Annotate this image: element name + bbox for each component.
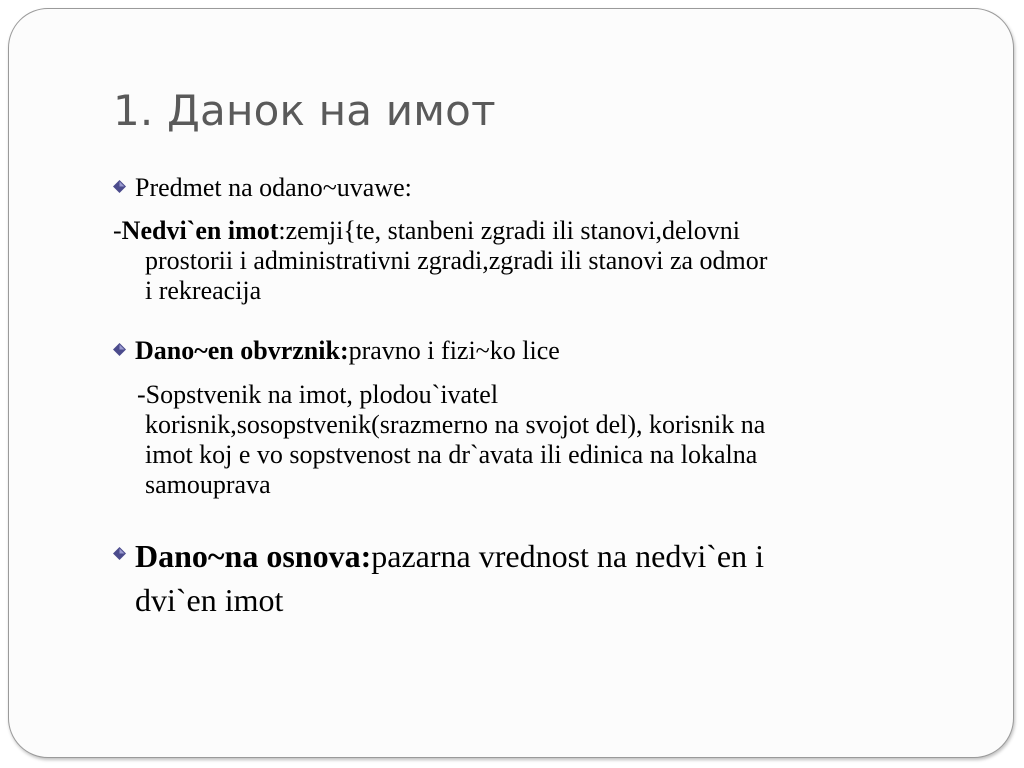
diamond-bullet-icon (113, 343, 126, 356)
taxpayer-text (135, 336, 560, 366)
subject-label: Predmet na odano~uvawe: (135, 173, 412, 202)
property-line-3: i rekreacija (145, 276, 262, 305)
owner-paragraph (137, 380, 765, 500)
tax-base-text (135, 534, 764, 622)
owner-line-2: korisnik,sosopstvenik(srazmerno na svojot del), korisnik na (145, 410, 766, 439)
owner-line-3: imot koj e vo sopstvenost na dr`avata ili edinica na lokalna (145, 440, 758, 469)
taxpayer-rest: pravno i fizi~ko lice (348, 336, 560, 365)
bullet-tax-base (113, 534, 764, 622)
taxpayer-bold: Dano~en obvrznik: (135, 336, 349, 365)
bullet-taxpayer (113, 336, 560, 366)
property-line-1 (113, 216, 767, 246)
property-line1-rest: :zemji{te, stanbeni zgradi ili stanovi,delovni (278, 216, 740, 245)
slide-title: 1. Данок на имот (113, 86, 496, 135)
bullet-subject (113, 173, 412, 203)
tax-base-bold: Dano~na osnova: (135, 538, 372, 574)
tax-base-rest: pazarna vrednost na nedvi`en i (371, 538, 764, 574)
property-dash: - (113, 216, 122, 245)
owner-line-1: -Sopstvenik na imot, plodou`ivatel (137, 380, 499, 409)
property-bold: Nedvi`en imot (121, 216, 279, 245)
property-line-2: prostorii i administrativni zgradi,zgradi ili stanovi za odmor (145, 246, 768, 275)
property-paragraph (113, 216, 767, 306)
tax-base-line-2: dvi`en imot (135, 582, 284, 618)
owner-line-4: samouprava (145, 470, 271, 499)
diamond-bullet-icon (113, 547, 126, 560)
tax-base-line-1 (135, 534, 764, 578)
diamond-bullet-icon (113, 180, 126, 193)
